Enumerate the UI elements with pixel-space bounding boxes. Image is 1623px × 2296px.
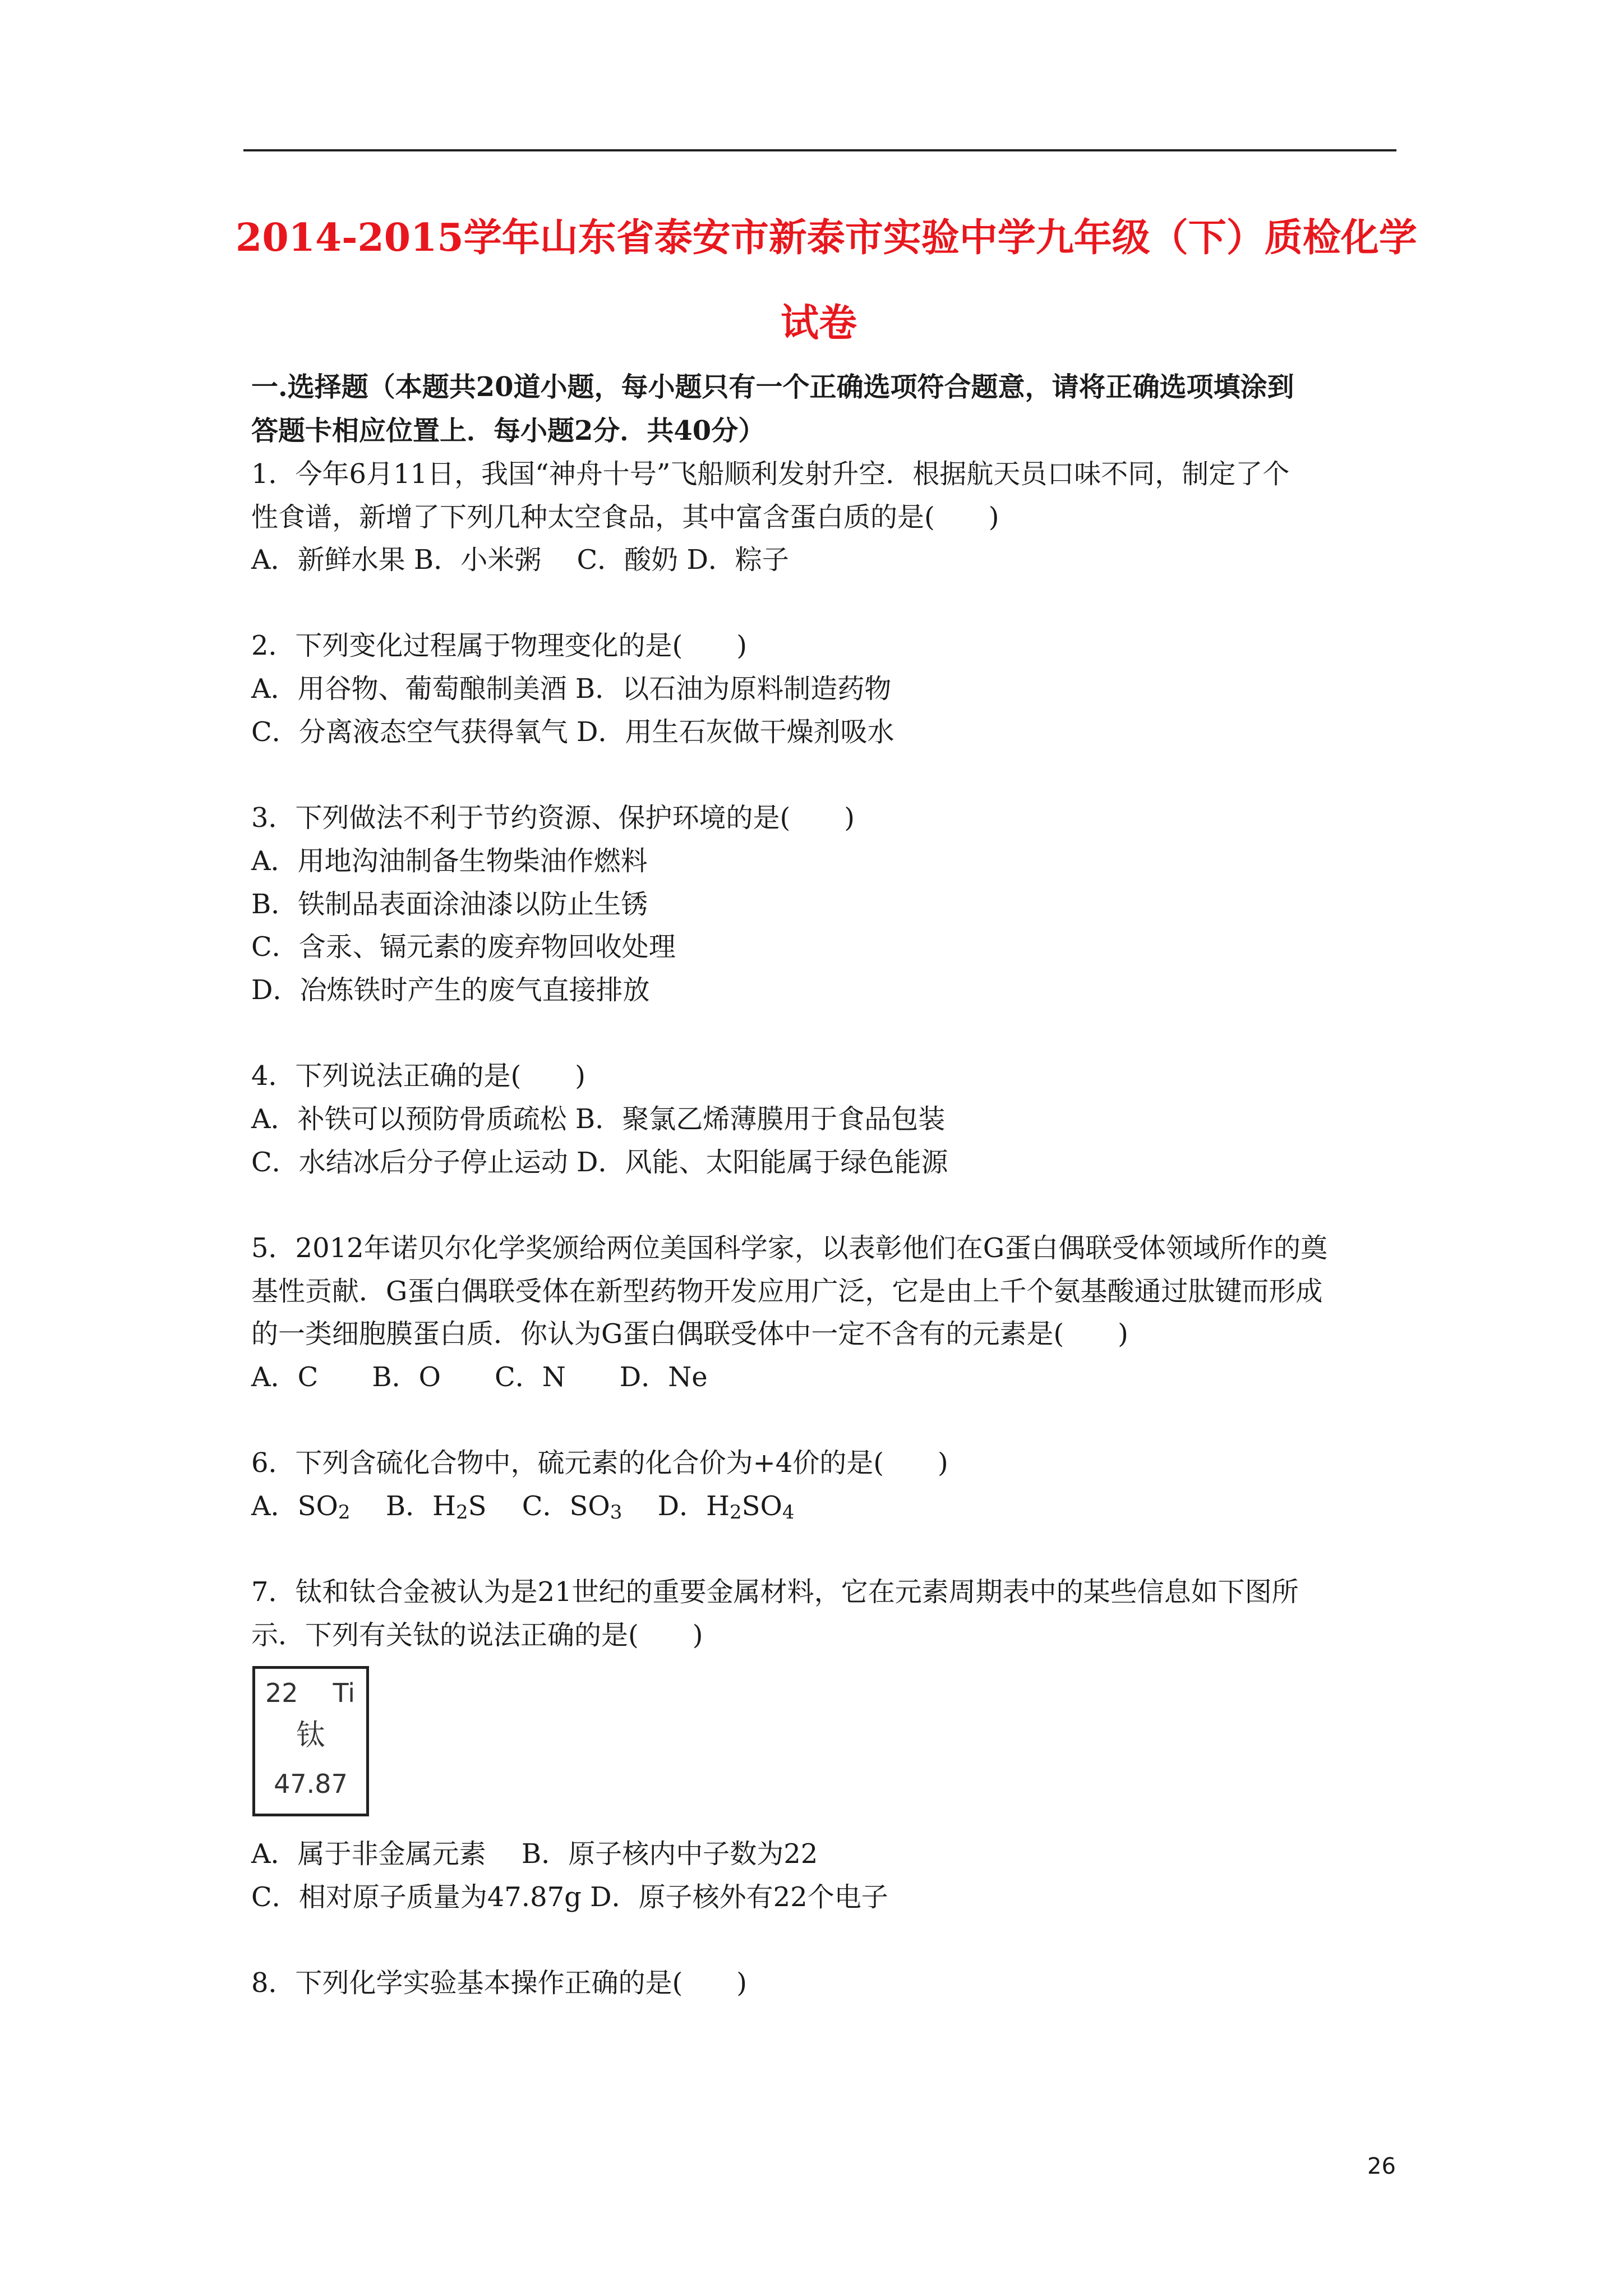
question-5-options: A．C B．O C．N D．Ne xyxy=(251,1361,708,1393)
question-4-options-ab: A．补铁可以预防骨质疏松 B．聚氯乙烯薄膜用于食品包装 xyxy=(251,1103,946,1135)
question-1-options: A．新鲜水果 B．小米粥 C．酸奶 D．粽子 xyxy=(251,544,789,576)
question-7-line1: 7．钛和钛合金被认为是21世纪的重要金属材料，它在元素周期表中的某些信息如下图所 xyxy=(251,1576,1299,1608)
question-7-line2: 示．下列有关钛的说法正确的是( ) xyxy=(251,1619,703,1651)
subscript: 4 xyxy=(782,1501,795,1524)
question-2-options-ab: A．用谷物、葡萄酿制美酒 B．以石油为原料制造药物 xyxy=(251,673,892,705)
section-heading-line1: 一.选择题（本题共20道小题，每小题只有一个正确选项符合题意，请将正确选项填涂到 xyxy=(251,371,1294,403)
question-6-option-b: B．H xyxy=(385,1490,456,1522)
question-7-options-cd: C．相对原子质量为47.87g D．原子核外有22个电子 xyxy=(251,1881,888,1913)
question-5-line1: 5．2012年诺贝尔化学奖颁给两位美国科学家，以表彰他们在G蛋白偶联受体领域所作的奠 xyxy=(251,1232,1328,1264)
periodic-table-cell xyxy=(252,1666,369,1816)
question-1-line1: 1．今年6月11日，我国“神舟十号”飞船顺利发射升空．根据航天员口味不同，制定了个 xyxy=(251,458,1290,490)
question-7-options-ab: A．属于非金属元素 B．原子核内中子数为22 xyxy=(251,1838,818,1870)
subscript: 2 xyxy=(338,1501,351,1524)
question-8-stem: 8．下列化学实验基本操作正确的是( ) xyxy=(251,1967,747,1999)
question-3-option-a: A．用地沟油制备生物柴油作燃料 xyxy=(251,845,648,877)
section-heading-line2: 答题卡相应位置上．每小题2分．共40分） xyxy=(251,415,766,447)
subscript: 3 xyxy=(610,1501,623,1524)
question-2-options-cd: C．分离液态空气获得氧气 D．用生石灰做干燥剂吸水 xyxy=(251,716,895,748)
question-3-stem: 3．下列做法不利于节约资源、保护环境的是( ) xyxy=(251,802,855,834)
question-3-option-d: D．冶炼铁时产生的废气直接排放 xyxy=(251,974,650,1006)
page-title-line1: 2014-2015学年山东省泰安市新泰市实验中学九年级（下）质检化学 xyxy=(236,215,1417,260)
question-3-option-b: B．铁制品表面涂油漆以防止生锈 xyxy=(251,889,648,920)
question-6-option-a: A．SO xyxy=(251,1490,338,1522)
question-6-option-d: D．H xyxy=(657,1490,730,1522)
element-name: 钛 xyxy=(296,1719,325,1752)
question-6-option-c: C．SO xyxy=(522,1490,610,1522)
page-number: 26 xyxy=(1367,2154,1396,2179)
question-5-line3: 的一类细胞膜蛋白质．你认为G蛋白偶联受体中一定不含有的元素是( ) xyxy=(251,1318,1128,1350)
subscript: 2 xyxy=(455,1501,468,1524)
question-2-stem: 2．下列变化过程属于物理变化的是( ) xyxy=(251,630,747,661)
question-3-option-c: C．含汞、镉元素的废弃物回收处理 xyxy=(251,931,676,963)
formula-part: S xyxy=(468,1490,487,1522)
question-6-options xyxy=(251,1489,795,1523)
question-6-stem: 6．下列含硫化合物中，硫元素的化合价为+4价的是( ) xyxy=(251,1447,948,1479)
formula-part: SO xyxy=(741,1490,782,1522)
question-5-line2: 基性贡献．G蛋白偶联受体在新型药物开发应用广泛，它是由上千个氨基酸通过肽键而形成 xyxy=(251,1276,1323,1307)
atomic-number: 22 xyxy=(265,1678,298,1708)
question-4-options-cd: C．水结冰后分子停止运动 D．风能、太阳能属于绿色能源 xyxy=(251,1147,948,1178)
page-title-line2: 试卷 xyxy=(780,301,857,346)
question-4-stem: 4．下列说法正确的是( ) xyxy=(251,1060,585,1092)
question-1-line2: 性食谱，新增了下列几种太空食品，其中富含蛋白质的是( ) xyxy=(251,501,999,533)
subscript: 2 xyxy=(729,1501,742,1524)
header-rule xyxy=(243,149,1396,151)
atomic-mass: 47.87 xyxy=(274,1769,348,1799)
element-symbol: Ti xyxy=(333,1678,355,1708)
